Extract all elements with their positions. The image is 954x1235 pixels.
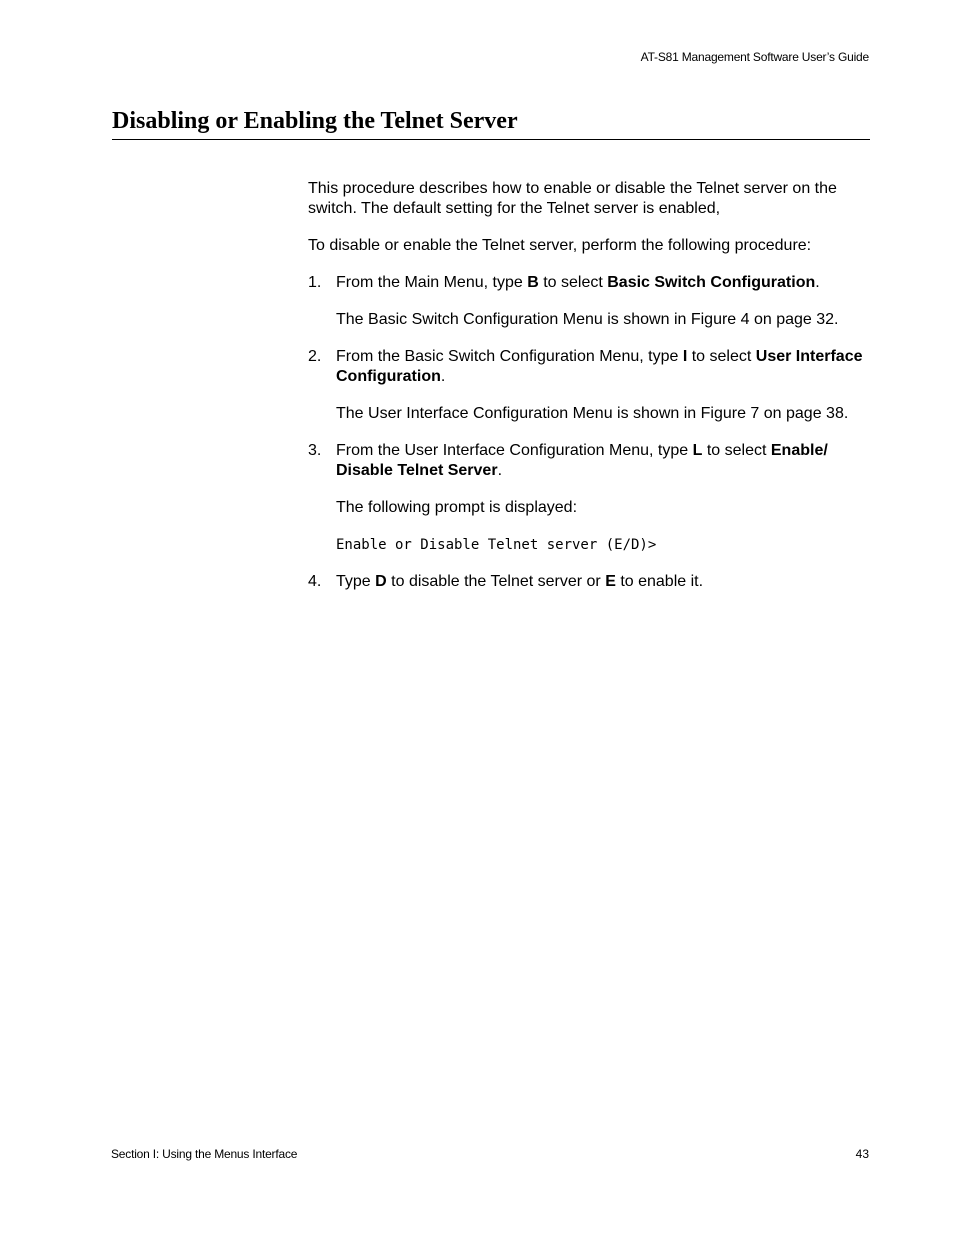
step-number: 3. (308, 442, 322, 459)
step-text: . (440, 368, 446, 385)
step-instruction (336, 441, 873, 481)
step-text: From the Basic Switch Configuration Menu, type (336, 348, 683, 365)
step-text: to disable the Telnet server or (386, 573, 606, 590)
procedure-lead-in: To disable or enable the Telnet server, perform the following procedure: (308, 237, 812, 254)
step-content (336, 347, 873, 424)
step-text: Type (336, 573, 376, 590)
footer-section-label: Section I: Using the Menus Interface (111, 1147, 298, 1161)
step-key: B (527, 274, 539, 291)
section-title: Disabling or Enabling the Telnet Server (112, 106, 870, 140)
step-note: The Basic Switch Configuration Menu is shown in Figure 4 on page 32. (336, 311, 839, 328)
step-3 (308, 441, 873, 555)
step-4 (308, 572, 873, 592)
step-text: From the User Interface Configuration Menu, type (336, 442, 693, 459)
step-target: Basic Switch Configuration (607, 274, 816, 291)
page-number: 43 (855, 1147, 869, 1161)
step-text: From the Main Menu, type (336, 274, 528, 291)
step-instruction (336, 347, 873, 387)
step-key: E (605, 573, 616, 590)
step-key: L (692, 442, 703, 459)
step-text: to select (687, 348, 756, 365)
running-header: AT-S81 Management Software User’s Guide (640, 50, 869, 64)
step-number: 4. (308, 573, 322, 590)
step-content (336, 441, 873, 555)
step-content (336, 572, 873, 592)
step-text: to select (702, 442, 771, 459)
step-text: . (815, 274, 820, 291)
step-number: 2. (308, 348, 322, 365)
step-key: I (682, 348, 688, 365)
step-key: D (375, 573, 387, 590)
step-text: to enable it. (615, 573, 704, 590)
intro-paragraph: This procedure describes how to enable or disable the Telnet server on the switch. The default setting for the Telnet server is enabled, (308, 180, 837, 217)
procedure-body (308, 179, 873, 609)
step-text: . (497, 462, 503, 479)
step-number: 1. (308, 274, 322, 291)
step-1 (308, 273, 873, 330)
console-prompt: Enable or Disable Telnet server (E/D)> (336, 537, 657, 553)
step-target: Enable/ Disable Telnet Server (336, 442, 828, 479)
step-instruction (336, 273, 873, 293)
step-2 (308, 347, 873, 424)
step-note: The following prompt is displayed: (336, 499, 578, 516)
step-content (336, 273, 873, 330)
step-note: The User Interface Configuration Menu is shown in Figure 7 on page 38. (336, 405, 849, 422)
step-target: User Interface Configuration (336, 348, 863, 385)
step-text: to select (538, 274, 608, 291)
step-instruction (336, 572, 873, 592)
